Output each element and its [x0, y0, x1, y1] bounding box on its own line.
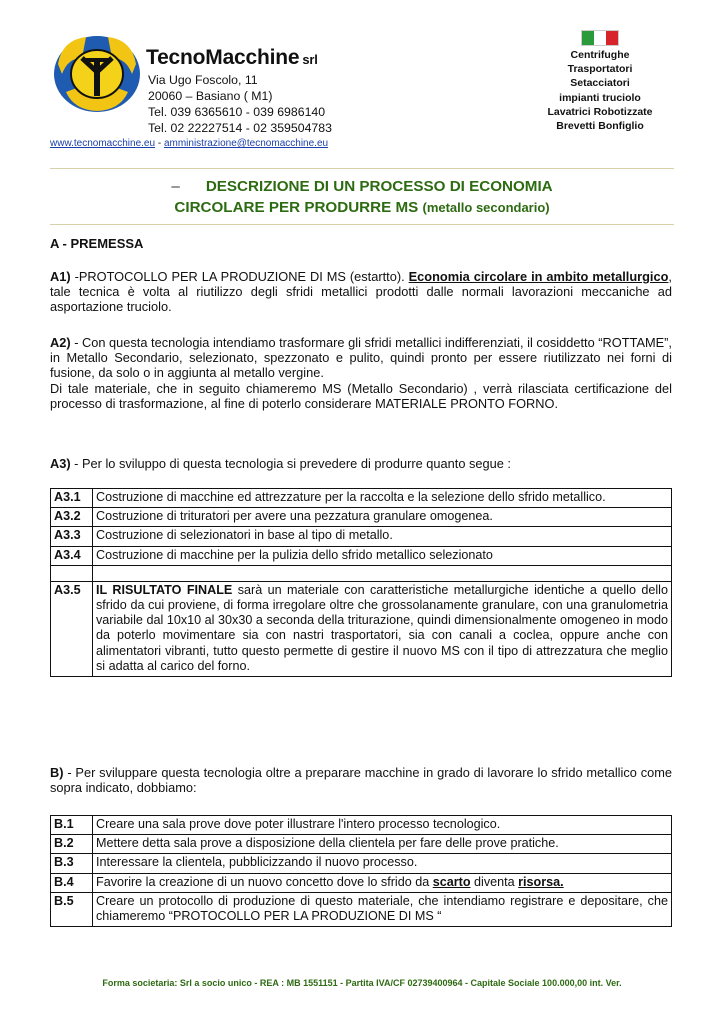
product-item: impianti truciolo — [559, 91, 641, 104]
row-text: Costruzione di selezionatori in base al tipo di metallo. — [93, 527, 672, 546]
company-name: TecnoMacchine srl — [146, 46, 318, 69]
row-text: Creare un protocollo di produzione di questo materiale, che intendiamo registrare e depositare, che chiameremo “PROTOCOLLO PER LA PRODUZIONE DI MS “ — [93, 892, 672, 926]
a3-label: A3) — [50, 456, 71, 471]
title-line-1: DESCRIZIONE DI UN PROCESSO DI ECONOMIA — [205, 178, 553, 195]
row-text: Costruzione di macchine per la pulizia dello sfrido metallico selezionato — [93, 546, 672, 565]
row-text-final — [93, 581, 672, 676]
b4-scarto: scarto — [432, 874, 471, 889]
row-text: Creare una sala prove dove poter illustrare l'intero processo tecnologico. — [93, 816, 672, 835]
final-result-text: sarà un materiale con caratteristiche metallurgiche identiche a quello dello sfrido da cui proviene, di forma irregolare oltre che grossolanamente granulare, con una granulometria variabile dal 10x10 al 30x30 a seconda della triturazione, quindi dimensionalmente omogeneo in modo da poterlo movimentare sia con nastri trasportatori, sia con canali a coclea, oppure anche con alimentatori vibranti, tutto questo permette di gestire il nuovo MS con il tipo di attrezzatura che meglio si adatta al carico del forno. — [96, 582, 668, 673]
b4-text-2: diventa — [470, 874, 519, 889]
table-row — [51, 546, 672, 565]
links-separator: - — [155, 138, 164, 149]
table-row — [51, 581, 672, 676]
address-city: 20060 – Basiano ( M1) — [148, 89, 273, 103]
row-code: B.2 — [51, 835, 93, 854]
row-code: B.3 — [51, 854, 93, 873]
table-row — [51, 892, 672, 926]
table-b — [50, 815, 672, 927]
title-line-2: CIRCOLARE PER PRODURRE MS — [174, 199, 419, 216]
company-logo — [52, 34, 142, 114]
a2-text-1: - Con questa tecnologia intendiamo trasformare gli sfridi metallici indifferenziati, il cosiddetto “ROTTAME”, in Metallo Secondario, selezionato, spezzonato e pulito, quindi pronto per essere riutilizzato nei forni di fusione, da solo o in aggiunta al metallo vergine. — [50, 335, 672, 381]
row-text: Costruzione di macchine ed attrezzature per la raccolta e la selezione dello sfrido metallico. — [93, 489, 672, 508]
contact-links — [50, 138, 328, 149]
final-result-label: IL RISULTATO FINALE — [96, 582, 233, 597]
row-code: A3.3 — [51, 527, 93, 546]
flag-stripe-white — [594, 31, 606, 45]
row-text: Mettere detta sala prove a disposizione della clientela per fare delle prove pratiche. — [93, 835, 672, 854]
table-row — [51, 873, 672, 892]
section-a-heading: A - PREMESSA — [50, 236, 144, 251]
table-row — [51, 816, 672, 835]
a1-label: A1) — [50, 269, 71, 284]
paragraph-b — [50, 765, 672, 795]
address-street: Via Ugo Foscolo, 11 — [148, 73, 258, 87]
paragraph-a3 — [50, 456, 672, 471]
email-link[interactable]: amministrazione@tecnomacchine.eu — [163, 138, 329, 149]
table-row — [51, 835, 672, 854]
a2-text-2: Di tale materiale, che in seguito chiameremo MS (Metallo Secondario) , verrà rilasciata certificazione del processo di trasformazione, al fine di poterlo considerare MATERIALE PRONTO FORNO. — [50, 380, 672, 411]
row-text-b4 — [93, 873, 672, 892]
paragraph-a2 — [50, 335, 672, 411]
row-code: A3.1 — [51, 489, 93, 508]
table-row — [51, 527, 672, 546]
table-row — [51, 508, 672, 527]
row-code: A3.2 — [51, 508, 93, 527]
product-item: Brevetti Bonfiglio — [556, 120, 644, 133]
row-code: B.1 — [51, 816, 93, 835]
flag-stripe-green — [582, 31, 594, 45]
table-row — [51, 489, 672, 508]
b-text: - Per sviluppare questa tecnologia oltre a preparare macchine in grado di lavorare lo sfrido metallico come sopra indicato, dobbiamo: — [50, 765, 672, 796]
phone-line-2: Tel. 02 22227514 - 02 359504783 — [148, 121, 332, 135]
table-row-empty — [51, 565, 672, 581]
paragraph-a1 — [50, 269, 672, 315]
title-parenthetical: (metallo secondario) — [422, 200, 550, 215]
page-footer: Forma societaria: Srl a socio unico - REA : MB 1551151 - Partita IVA/CF 02739400964 - Capitale Sociale 100.000,00 int. Ver. — [102, 978, 622, 988]
a3-text: - Per lo sviluppo di questa tecnologia si prevedere di produrre quanto segue : — [70, 456, 511, 471]
product-item: Trasportatori — [567, 63, 633, 76]
row-text-empty — [93, 565, 672, 581]
product-item: Lavatrici Robotizzate — [547, 105, 653, 118]
phone-line-1: Tel. 039 6365610 - 039 6986140 — [148, 105, 326, 119]
b-label: B) — [50, 765, 64, 780]
italian-flag-icon — [581, 30, 619, 46]
product-item: Setacciatori — [570, 77, 630, 90]
table-row — [51, 854, 672, 873]
table-a — [50, 488, 672, 677]
a1-underlined: Economia circolare in ambito metallurgico — [408, 269, 669, 284]
a1-rest: , tale tecnica è volta al riutilizzo degli sfridi metallici prodotti dalle normali lavorazioni meccaniche ad asportazione truciolo. — [50, 269, 672, 315]
b4-text-1: Favorire la creazione di un nuovo concetto dove lo sfrido da — [96, 874, 433, 889]
row-text: Costruzione di trituratori per avere una pezzatura granulare omogenea. — [93, 508, 672, 527]
flag-stripe-red — [606, 31, 618, 45]
row-code-empty — [51, 565, 93, 581]
row-text: Interessare la clientela, pubblicizzando il nuovo processo. — [93, 854, 672, 873]
title-divider — [50, 224, 674, 225]
row-code: A3.5 — [51, 581, 93, 676]
title-dash: – — [171, 178, 180, 195]
product-list — [520, 48, 680, 133]
row-code: B.5 — [51, 892, 93, 926]
a1-lead: -PROTOCOLLO PER LA PRODUZIONE DI MS (estartto) — [70, 269, 402, 284]
a2-label: A2) — [50, 335, 71, 350]
row-code: B.4 — [51, 873, 93, 892]
document-title — [50, 176, 674, 218]
row-code: A3.4 — [51, 546, 93, 565]
a1-dot: . — [401, 269, 409, 284]
b4-risorsa: risorsa. — [518, 874, 564, 889]
website-link[interactable]: www.tecnomacchine.eu — [50, 138, 156, 149]
header-divider — [50, 168, 674, 169]
company-suffix: srl — [302, 52, 318, 67]
product-item: Centrifughe — [570, 49, 630, 61]
